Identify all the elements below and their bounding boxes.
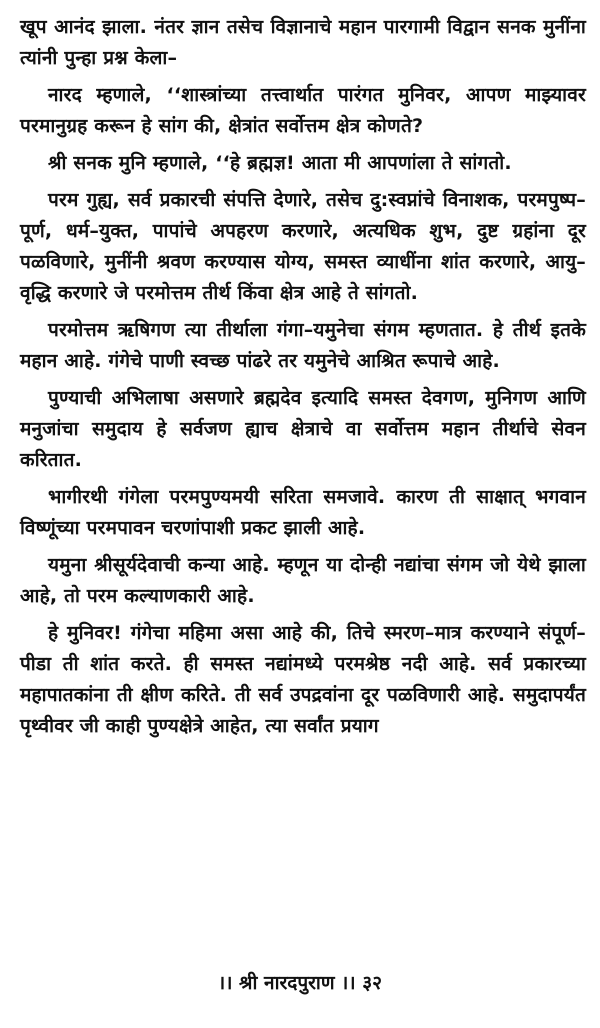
body-text (20, 12, 586, 742)
paragraph-sangam: परमोत्तम ऋषिगण त्या तीर्थाला गंगा–यमुनेचा संगम म्हणतात. हे तीर्थ इतके महान आहे. गंगेचे पाणी स्वच्छ पांढरे तर यमुनेचे आश्रित रूपाचे आहे. (20, 319, 586, 372)
paragraph-sanak-reply: श्री सनक मुनि म्हणाले, ‘‘हे ब्रह्मज्ञ! आता मी आपणांला ते सांगतो. (48, 152, 512, 174)
paragraph-narad-question: नारद म्हणाले, ‘‘शास्त्रांच्या तत्त्वार्थात पारंगत मुनिवर, आपण माझ्यावर परमानुग्रह करून हे सांग की, क्षेत्रांत सर्वोत्तम क्षेत्र कोणते? (20, 84, 586, 137)
paragraph-ganga-mahima: हे मुनिवर! गंगेचा महिमा असा आहे की, तिचे स्मरण–मात्र करण्याने संपूर्ण–पीडा ती शांत करते. ही समस्त नद्यांमध्ये परमश्रेष्ठ नदी आहे. सर्व प्रकारच्या महापातकांना ती क्षीण करिते. ती सर्व उपद्रवांना दूर पळविणारी आहे. समुदापर्यंत पृथ्वीवर जी काही पुण्यक्षेत्रे आहेत, त्या सर्वांत प्रयाग (20, 622, 586, 737)
paragraph-yamuna: यमुना श्रीसूर्यदेवाची कन्या आहे. म्हणून या दोन्ही नद्यांचा संगम जो येथे झाला आहे, तो परम कल्याणकारी आहे. (20, 554, 586, 607)
paragraph-bhagirathi: भागीरथी गंगेला परमपुण्यमयी सरिता समजावे. कारण ती साक्षात् भगवान विष्णूंच्या परमपावन चरणांपाशी प्रकट झाली आहे. (20, 486, 586, 539)
paragraph-tirth-qualities: परम गुह्य, सर्व प्रकारची संपत्ति देणारे, तसेच दु:स्वप्नांचे विनाशक, परमपुष्प–पूर्ण, धर्म–युक्त, पापांचे अपहरण करणारे, अत्यधिक शुभ, दुष्ट ग्रहांना दूर पळविणारे, मुनींनी श्रवण करण्यास योग्य, समस्त व्याधींना शांत करणारे, आयु–वृद्धि करणारे जे परमोत्तम तीर्थ किंवा क्षेत्र आहे ते सांगतो. (20, 189, 586, 304)
paragraph-devgan: पुण्याची अभिलाषा असणारे ब्रह्मदेव इत्यादि समस्त देवगण, मुनिगण आणि मनुजांचा समुदाय हे सर्वजण ह्याच क्षेत्राचे वा सर्वोत्तम महान तीर्थाचे सेवन करितात. (20, 387, 586, 471)
paragraph-continuation: खूप आनंद झाला. नंतर ज्ञान तसेच विज्ञानाचे महान पारगामी विद्वान सनक मुनींना त्यांनी पुन्हा प्रश्न केला– (20, 16, 586, 69)
page-footer: ।। श्री नारदपुराण ।। ३२ (218, 972, 382, 994)
